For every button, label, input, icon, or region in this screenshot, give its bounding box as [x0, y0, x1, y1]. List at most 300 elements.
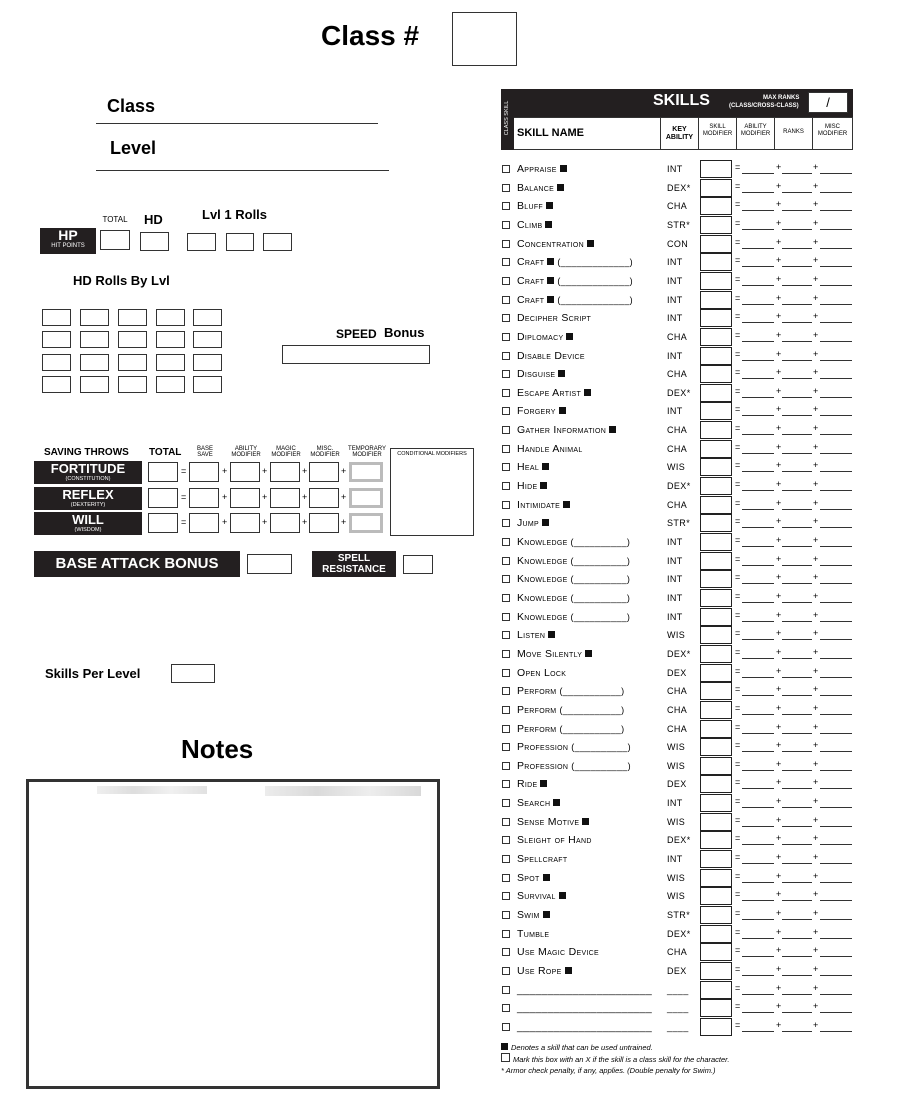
class-skill-checkbox[interactable] [502, 818, 510, 826]
ability-modifier-field[interactable] [742, 733, 774, 734]
class-skill-checkbox[interactable] [502, 370, 510, 378]
misc-modifier-field[interactable] [820, 695, 852, 696]
skill-modifier-field[interactable] [700, 869, 732, 887]
misc-modifier-field[interactable] [820, 602, 852, 603]
class-skill-checkbox[interactable] [502, 165, 510, 173]
hd-roll-box[interactable] [193, 354, 222, 371]
class-skill-checkbox[interactable] [502, 352, 510, 360]
hd-roll-box[interactable] [118, 331, 147, 348]
ranks-field[interactable] [782, 490, 812, 491]
ability-modifier-field[interactable] [742, 397, 774, 398]
ranks-field[interactable] [782, 415, 812, 416]
ability-modifier-field[interactable] [742, 434, 774, 435]
ranks-field[interactable] [782, 807, 812, 808]
class-skill-checkbox[interactable] [502, 538, 510, 546]
class-skill-checkbox[interactable] [502, 333, 510, 341]
misc-modifier-field[interactable] [820, 994, 852, 995]
ability-modifier-field[interactable] [742, 900, 774, 901]
ability-modifier-field[interactable] [742, 285, 774, 286]
hp-lvl1-box-2[interactable] [226, 233, 254, 251]
skill-modifier-field[interactable] [700, 253, 732, 271]
ability-modifier-field[interactable] [742, 956, 774, 957]
notes-area[interactable] [26, 779, 440, 1089]
skill-modifier-field[interactable] [700, 328, 732, 346]
ranks-field[interactable] [782, 900, 812, 901]
class-skill-checkbox[interactable] [502, 314, 510, 322]
skill-modifier-field[interactable] [700, 384, 732, 402]
ranks-field[interactable] [782, 863, 812, 864]
ranks-field[interactable] [782, 788, 812, 789]
hp-lvl1-box-3[interactable] [263, 233, 292, 251]
class-skill-checkbox[interactable] [502, 407, 510, 415]
skill-modifier-field[interactable] [700, 402, 732, 420]
class-skill-checkbox[interactable] [502, 687, 510, 695]
class-skill-checkbox[interactable] [502, 725, 510, 733]
misc-modifier-field[interactable] [820, 397, 852, 398]
ranks-field[interactable] [782, 378, 812, 379]
save-field[interactable] [189, 462, 219, 482]
hd-roll-box[interactable] [156, 376, 185, 393]
class-skill-checkbox[interactable] [502, 482, 510, 490]
hd-roll-box[interactable] [42, 376, 71, 393]
ability-modifier-field[interactable] [742, 677, 774, 678]
hd-roll-box[interactable] [42, 331, 71, 348]
ranks-field[interactable] [782, 1012, 812, 1013]
ranks-field[interactable] [782, 304, 812, 305]
hd-roll-box[interactable] [156, 309, 185, 326]
ranks-field[interactable] [782, 527, 812, 528]
skill-modifier-field[interactable] [700, 272, 732, 290]
misc-modifier-field[interactable] [820, 733, 852, 734]
class-skill-checkbox[interactable] [502, 650, 510, 658]
ranks-field[interactable] [782, 751, 812, 752]
hd-roll-box[interactable] [193, 331, 222, 348]
ranks-field[interactable] [782, 229, 812, 230]
speed-box[interactable] [282, 345, 430, 364]
skill-modifier-field[interactable] [700, 813, 732, 831]
class-skill-checkbox[interactable] [502, 967, 510, 975]
ranks-field[interactable] [782, 173, 812, 174]
skill-subtype-blank[interactable]: (_____________) [557, 275, 633, 286]
ability-modifier-field[interactable] [742, 751, 774, 752]
save-field[interactable] [148, 462, 178, 482]
misc-modifier-field[interactable] [820, 919, 852, 920]
class-skill-checkbox[interactable] [502, 911, 510, 919]
skill-subtype-blank[interactable]: (___________) [559, 704, 625, 715]
hp-total-box[interactable] [100, 230, 130, 250]
skill-subtype-blank[interactable]: (___________) [559, 686, 625, 697]
class-skill-checkbox[interactable] [502, 463, 510, 471]
ranks-field[interactable] [782, 956, 812, 957]
misc-modifier-field[interactable] [820, 341, 852, 342]
save-temp-field[interactable] [349, 462, 383, 482]
skill-modifier-field[interactable] [700, 458, 732, 476]
misc-modifier-field[interactable] [820, 844, 852, 845]
save-temp-field[interactable] [349, 513, 383, 533]
skill-modifier-field[interactable] [700, 831, 732, 849]
skill-subtype-blank[interactable]: (__________) [570, 574, 631, 585]
ranks-field[interactable] [782, 397, 812, 398]
skill-modifier-field[interactable] [700, 160, 732, 178]
skill-modifier-field[interactable] [700, 887, 732, 905]
skill-subtype-blank[interactable]: (___________) [559, 723, 625, 734]
class-skill-checkbox[interactable] [502, 389, 510, 397]
ability-modifier-field[interactable] [742, 546, 774, 547]
class-skill-checkbox[interactable] [502, 762, 510, 770]
skill-modifier-field[interactable] [700, 533, 732, 551]
misc-modifier-field[interactable] [820, 173, 852, 174]
ranks-field[interactable] [782, 844, 812, 845]
ability-modifier-field[interactable] [742, 527, 774, 528]
ranks-field[interactable] [782, 695, 812, 696]
skill-subtype-blank[interactable]: (__________) [570, 611, 631, 622]
hd-roll-box[interactable] [80, 354, 109, 371]
misc-modifier-field[interactable] [820, 826, 852, 827]
bab-box[interactable] [247, 554, 292, 574]
ability-modifier-field[interactable] [742, 471, 774, 472]
skill-modifier-field[interactable] [700, 477, 732, 495]
skill-modifier-field[interactable] [700, 514, 732, 532]
skill-modifier-field[interactable] [700, 925, 732, 943]
ability-modifier-field[interactable] [742, 360, 774, 361]
hd-roll-box[interactable] [118, 309, 147, 326]
misc-modifier-field[interactable] [820, 1031, 852, 1032]
ability-modifier-field[interactable] [742, 304, 774, 305]
ability-modifier-field[interactable] [742, 994, 774, 995]
misc-modifier-field[interactable] [820, 229, 852, 230]
ability-modifier-field[interactable] [742, 565, 774, 566]
class-skill-checkbox[interactable] [502, 557, 510, 565]
hd-roll-box[interactable] [118, 376, 147, 393]
save-field[interactable] [309, 488, 339, 508]
misc-modifier-field[interactable] [820, 882, 852, 883]
class-skill-checkbox[interactable] [502, 743, 510, 751]
ability-modifier-field[interactable] [742, 229, 774, 230]
ability-modifier-field[interactable] [742, 602, 774, 603]
class-skill-checkbox[interactable] [502, 277, 510, 285]
skill-subtype-blank[interactable]: (__________) [570, 555, 631, 566]
ranks-field[interactable] [782, 733, 812, 734]
skill-modifier-field[interactable] [700, 701, 732, 719]
skill-modifier-field[interactable] [700, 216, 732, 234]
hd-roll-box[interactable] [156, 331, 185, 348]
ranks-field[interactable] [782, 602, 812, 603]
class-skill-checkbox[interactable] [502, 892, 510, 900]
hd-roll-box[interactable] [42, 309, 71, 326]
misc-modifier-field[interactable] [820, 938, 852, 939]
skill-modifier-field[interactable] [700, 999, 732, 1017]
class-skill-checkbox[interactable] [502, 986, 510, 994]
class-skill-checkbox[interactable] [502, 240, 510, 248]
skill-subtype-blank[interactable]: (_____________) [557, 257, 633, 268]
misc-modifier-field[interactable] [820, 751, 852, 752]
ranks-field[interactable] [782, 210, 812, 211]
class-skill-checkbox[interactable] [502, 930, 510, 938]
skill-modifier-field[interactable] [700, 943, 732, 961]
class-skill-checkbox[interactable] [502, 221, 510, 229]
save-field[interactable] [148, 513, 178, 533]
misc-modifier-field[interactable] [820, 639, 852, 640]
class-skill-checkbox[interactable] [502, 575, 510, 583]
ranks-field[interactable] [782, 1031, 812, 1032]
skill-modifier-field[interactable] [700, 421, 732, 439]
skill-modifier-field[interactable] [700, 906, 732, 924]
skill-modifier-field[interactable] [700, 365, 732, 383]
ranks-field[interactable] [782, 471, 812, 472]
ability-modifier-field[interactable] [742, 1031, 774, 1032]
misc-modifier-field[interactable] [820, 266, 852, 267]
ranks-field[interactable] [782, 938, 812, 939]
misc-modifier-field[interactable] [820, 807, 852, 808]
save-field[interactable] [270, 513, 300, 533]
class-line[interactable] [96, 123, 378, 124]
ranks-field[interactable] [782, 770, 812, 771]
ranks-field[interactable] [782, 546, 812, 547]
ability-modifier-field[interactable] [742, 639, 774, 640]
ability-modifier-field[interactable] [742, 695, 774, 696]
hd-roll-box[interactable] [42, 354, 71, 371]
misc-modifier-field[interactable] [820, 248, 852, 249]
misc-modifier-field[interactable] [820, 565, 852, 566]
save-field[interactable] [189, 513, 219, 533]
ability-modifier-field[interactable] [742, 863, 774, 864]
skill-modifier-field[interactable] [700, 197, 732, 215]
misc-modifier-field[interactable] [820, 677, 852, 678]
skill-modifier-field[interactable] [700, 235, 732, 253]
misc-modifier-field[interactable] [820, 770, 852, 771]
misc-modifier-field[interactable] [820, 975, 852, 976]
skill-modifier-field[interactable] [700, 347, 732, 365]
ranks-field[interactable] [782, 714, 812, 715]
skill-modifier-field[interactable] [700, 720, 732, 738]
skill-modifier-field[interactable] [700, 664, 732, 682]
skill-modifier-field[interactable] [700, 608, 732, 626]
misc-modifier-field[interactable] [820, 1012, 852, 1013]
class-skill-checkbox[interactable] [502, 669, 510, 677]
skill-modifier-field[interactable] [700, 589, 732, 607]
hd-roll-box[interactable] [80, 331, 109, 348]
ranks-field[interactable] [782, 658, 812, 659]
skill-modifier-field[interactable] [700, 794, 732, 812]
misc-modifier-field[interactable] [820, 453, 852, 454]
hd-roll-box[interactable] [118, 354, 147, 371]
ability-modifier-field[interactable] [742, 975, 774, 976]
skill-modifier-field[interactable] [700, 626, 732, 644]
class-skill-checkbox[interactable] [502, 1004, 510, 1012]
class-skill-checkbox[interactable] [502, 874, 510, 882]
misc-modifier-field[interactable] [820, 546, 852, 547]
hd-roll-box[interactable] [80, 376, 109, 393]
class-skill-checkbox[interactable] [502, 706, 510, 714]
ability-modifier-field[interactable] [742, 378, 774, 379]
skill-modifier-field[interactable] [700, 850, 732, 868]
ability-modifier-field[interactable] [742, 714, 774, 715]
save-field[interactable] [230, 513, 260, 533]
max-ranks-box[interactable] [808, 92, 848, 113]
save-field[interactable] [230, 462, 260, 482]
skill-modifier-field[interactable] [700, 757, 732, 775]
misc-modifier-field[interactable] [820, 210, 852, 211]
misc-modifier-field[interactable] [820, 658, 852, 659]
ability-modifier-field[interactable] [742, 341, 774, 342]
ability-modifier-field[interactable] [742, 509, 774, 510]
ability-modifier-field[interactable] [742, 919, 774, 920]
ability-modifier-field[interactable] [742, 192, 774, 193]
skills-per-level-box[interactable] [171, 664, 215, 683]
save-field[interactable] [189, 488, 219, 508]
misc-modifier-field[interactable] [820, 788, 852, 789]
ability-modifier-field[interactable] [742, 266, 774, 267]
ranks-field[interactable] [782, 639, 812, 640]
class-skill-checkbox[interactable] [502, 184, 510, 192]
ability-modifier-field[interactable] [742, 658, 774, 659]
skill-subtype-blank[interactable]: (_____________) [557, 294, 633, 305]
class-skill-checkbox[interactable] [502, 613, 510, 621]
misc-modifier-field[interactable] [820, 956, 852, 957]
class-skill-checkbox[interactable] [502, 594, 510, 602]
misc-modifier-field[interactable] [820, 304, 852, 305]
ability-modifier-field[interactable] [742, 1012, 774, 1013]
skill-modifier-field[interactable] [700, 981, 732, 999]
hd-roll-box[interactable] [193, 376, 222, 393]
save-field[interactable] [230, 488, 260, 508]
class-number-box[interactable] [452, 12, 517, 66]
misc-modifier-field[interactable] [820, 527, 852, 528]
skill-modifier-field[interactable] [700, 179, 732, 197]
save-temp-field[interactable] [349, 488, 383, 508]
ability-modifier-field[interactable] [742, 882, 774, 883]
level-line[interactable] [96, 170, 389, 171]
skill-modifier-field[interactable] [700, 775, 732, 793]
ranks-field[interactable] [782, 248, 812, 249]
skill-subtype-blank[interactable]: (__________) [570, 537, 631, 547]
misc-modifier-field[interactable] [820, 285, 852, 286]
save-field[interactable] [148, 488, 178, 508]
skill-modifier-field[interactable] [700, 645, 732, 663]
ability-modifier-field[interactable] [742, 621, 774, 622]
class-skill-checkbox[interactable] [502, 258, 510, 266]
skill-modifier-field[interactable] [700, 570, 732, 588]
misc-modifier-field[interactable] [820, 415, 852, 416]
ranks-field[interactable] [782, 322, 812, 323]
class-skill-checkbox[interactable] [502, 445, 510, 453]
class-skill-checkbox[interactable] [502, 799, 510, 807]
ability-modifier-field[interactable] [742, 248, 774, 249]
hd-roll-box[interactable] [80, 309, 109, 326]
ranks-field[interactable] [782, 285, 812, 286]
ranks-field[interactable] [782, 565, 812, 566]
ability-modifier-field[interactable] [742, 490, 774, 491]
ranks-field[interactable] [782, 509, 812, 510]
skill-subtype-blank[interactable]: (__________) [571, 760, 631, 771]
ranks-field[interactable] [782, 677, 812, 678]
ranks-field[interactable] [782, 434, 812, 435]
ability-modifier-field[interactable] [742, 415, 774, 416]
class-skill-checkbox[interactable] [502, 501, 510, 509]
skill-modifier-field[interactable] [700, 1018, 732, 1036]
misc-modifier-field[interactable] [820, 863, 852, 864]
misc-modifier-field[interactable] [820, 360, 852, 361]
ability-modifier-field[interactable] [742, 453, 774, 454]
ranks-field[interactable] [782, 360, 812, 361]
class-skill-checkbox[interactable] [502, 296, 510, 304]
class-skill-checkbox[interactable] [502, 202, 510, 210]
class-skill-checkbox[interactable] [502, 1023, 510, 1031]
skill-modifier-field[interactable] [700, 309, 732, 327]
skill-subtype-blank[interactable]: (__________) [571, 742, 631, 753]
misc-modifier-field[interactable] [820, 471, 852, 472]
hd-roll-box[interactable] [156, 354, 185, 371]
class-skill-checkbox[interactable] [502, 948, 510, 956]
ranks-field[interactable] [782, 882, 812, 883]
save-field[interactable] [309, 462, 339, 482]
misc-modifier-field[interactable] [820, 322, 852, 323]
spell-res-box[interactable] [403, 555, 433, 574]
ability-modifier-field[interactable] [742, 770, 774, 771]
skill-modifier-field[interactable] [700, 552, 732, 570]
misc-modifier-field[interactable] [820, 378, 852, 379]
skill-modifier-field[interactable] [700, 496, 732, 514]
ranks-field[interactable] [782, 994, 812, 995]
misc-modifier-field[interactable] [820, 434, 852, 435]
class-skill-checkbox[interactable] [502, 836, 510, 844]
ranks-field[interactable] [782, 453, 812, 454]
class-skill-checkbox[interactable] [502, 780, 510, 788]
ranks-field[interactable] [782, 341, 812, 342]
misc-modifier-field[interactable] [820, 509, 852, 510]
ability-modifier-field[interactable] [742, 173, 774, 174]
hd-roll-box[interactable] [193, 309, 222, 326]
skill-modifier-field[interactable] [700, 738, 732, 756]
misc-modifier-field[interactable] [820, 192, 852, 193]
misc-modifier-field[interactable] [820, 900, 852, 901]
hp-hd-box[interactable] [140, 232, 169, 251]
misc-modifier-field[interactable] [820, 621, 852, 622]
class-skill-checkbox[interactable] [502, 519, 510, 527]
ranks-field[interactable] [782, 975, 812, 976]
save-field[interactable] [270, 462, 300, 482]
misc-modifier-field[interactable] [820, 714, 852, 715]
ranks-field[interactable] [782, 266, 812, 267]
skill-modifier-field[interactable] [700, 440, 732, 458]
ability-modifier-field[interactable] [742, 583, 774, 584]
skill-modifier-field[interactable] [700, 682, 732, 700]
class-skill-checkbox[interactable] [502, 426, 510, 434]
ranks-field[interactable] [782, 826, 812, 827]
ranks-field[interactable] [782, 919, 812, 920]
class-skill-checkbox[interactable] [502, 855, 510, 863]
ability-modifier-field[interactable] [742, 826, 774, 827]
ranks-field[interactable] [782, 192, 812, 193]
skill-modifier-field[interactable] [700, 291, 732, 309]
misc-modifier-field[interactable] [820, 583, 852, 584]
ability-modifier-field[interactable] [742, 807, 774, 808]
ranks-field[interactable] [782, 621, 812, 622]
ability-modifier-field[interactable] [742, 210, 774, 211]
ability-modifier-field[interactable] [742, 788, 774, 789]
class-skill-checkbox[interactable] [502, 631, 510, 639]
skill-subtype-blank[interactable]: (__________) [570, 592, 631, 603]
conditional-modifiers-box[interactable] [390, 448, 474, 536]
save-field[interactable] [270, 488, 300, 508]
ability-modifier-field[interactable] [742, 322, 774, 323]
ranks-field[interactable] [782, 583, 812, 584]
skill-modifier-field[interactable] [700, 962, 732, 980]
misc-modifier-field[interactable] [820, 490, 852, 491]
ability-modifier-field[interactable] [742, 938, 774, 939]
hp-lvl1-box-1[interactable] [187, 233, 216, 251]
ability-modifier-field[interactable] [742, 844, 774, 845]
